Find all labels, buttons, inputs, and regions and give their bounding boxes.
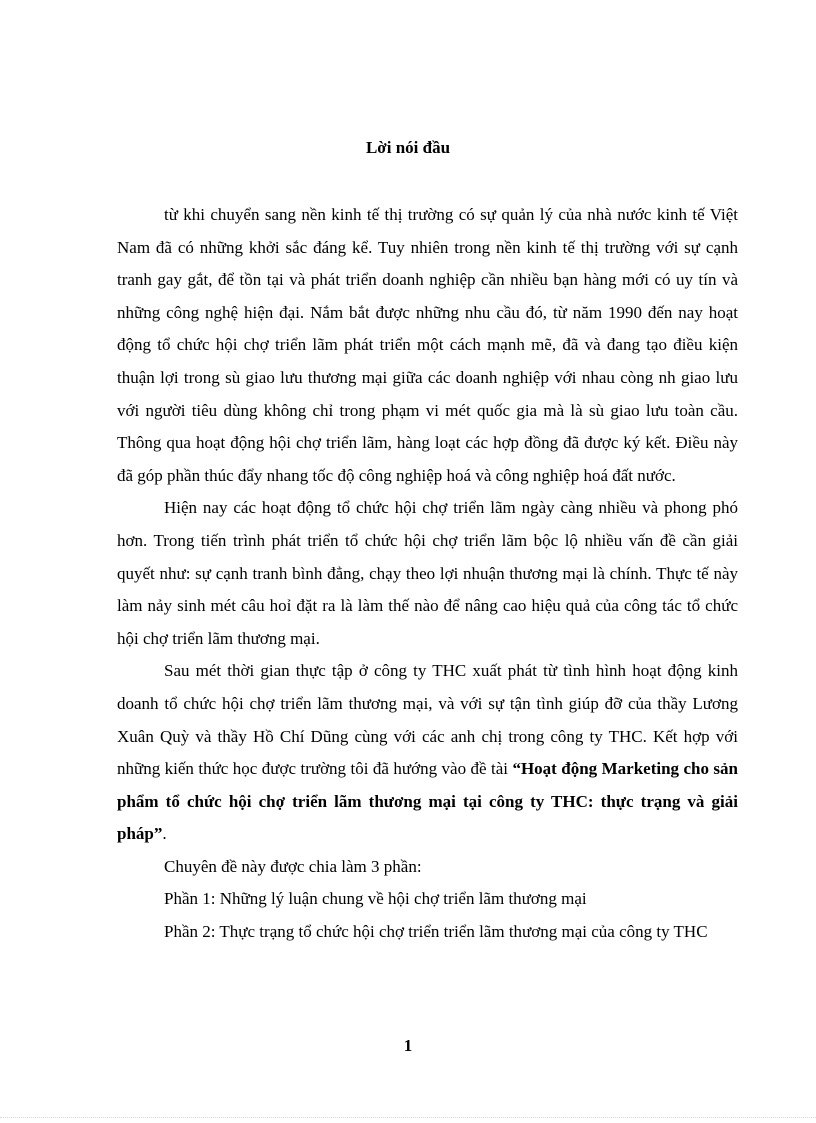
thesis-topic: “Hoạt động Marketing cho sản phẩm tổ chức hội chợ triển lãm thương mại tại công ty THC: thực trạng và giải pháp” <box>117 759 739 844</box>
paragraph-internship <box>117 655 738 851</box>
page-bottom-divider <box>0 1117 816 1118</box>
paragraph-part-1: Phần 1: Những lý luận chung về hội chợ triển lãm thương mại <box>164 889 587 909</box>
internship-text: Sau mét thời gian thực tập ở công ty THC xuất phát từ tình hình hoạt động kinh doanh tổ chức hội chợ triển lãm thương mại, và với sự tận tình giúp đỡ của thầy Lương Xuân Quỳ và thầy Hồ Chí Dũng cùng với các anh chị trong công ty THC. Kết hợp với những kiến thức học được trường tôi đã hướng vào đề tài <box>117 661 738 779</box>
page-number: 1 <box>403 1036 413 1055</box>
paragraph-structure: Chuyên đề này được chia làm 3 phần: <box>164 856 422 876</box>
paragraph-intro: từ khi chuyển sang nền kinh tế thị trường có sự quản lý của nhà nước kinh tế Việt Nam đã có những khởi sắc đáng kể. Tuy nhiên trong nền kinh tế thị trường với sự cạnh tranh gay gắt, để tồn tại và phát triển doanh nghiệp cần nhiều bạn hàng mới có uy tín và những công nghệ hiện đại. Nắm bắt được những nhu cầu đó, từ năm 1990 đến nay hoạt động tổ chức hội chợ triển lãm phát triển một cách mạnh mẽ, đã và đang tạo điều kiện thuận lợi trong sù giao lưu thương mại giữa các doanh nghiệp với nhau còng nh giao lưu với người tiêu dùng không chỉ trong phạm vi mét quốc gia mà là sù giao lưu toàn cầu. Thông qua hoạt động hội chợ triển lãm, hàng loạt các hợp đồng đã được ký kết. Điều này đã góp phần thúc đẩy nhang tốc độ công nghiệp hoá và công nghiệp hoá đất nước. <box>117 205 738 485</box>
document-body <box>117 199 738 949</box>
paragraph-part-2: Phần 2: Thực trạng tổ chức hội chợ triển triển lãm thương mại của công ty THC <box>164 922 708 942</box>
internship-period: . <box>162 824 167 844</box>
page-title: Lời nói đầu <box>365 138 451 157</box>
paragraph-current-situation: Hiện nay các hoạt động tổ chức hội chợ triển lãm ngày càng nhiều và phong phó hơn. Trong tiến trình phát triển tổ chức hội chợ triển lãm bộc lộ nhiều vấn đề cần giải quyết như: sự cạnh tranh bình đẳng, chạy theo lợi nhuận thương mại là chính. Thực tế này làm nảy sinh mét câu hoỉ đặt ra là làm thế nào để nâng cao hiệu quả của công tác tổ chức hội chợ triển lãm thương mại. <box>117 498 738 648</box>
